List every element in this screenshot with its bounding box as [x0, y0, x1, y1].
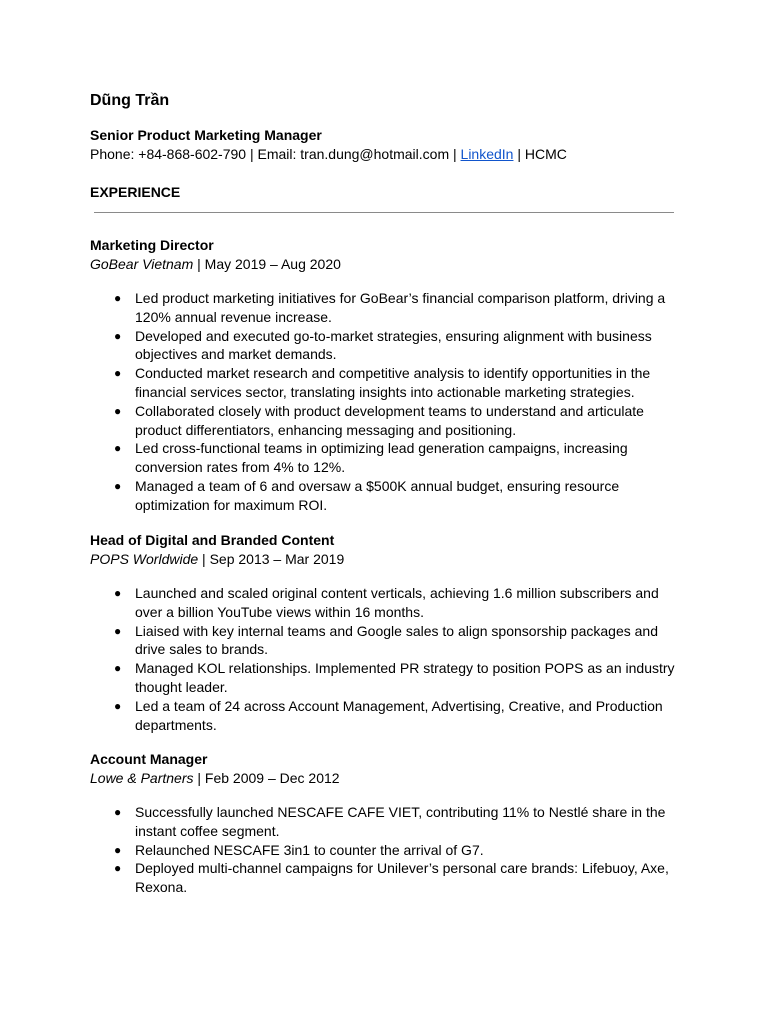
bullet-icon: ● — [114, 842, 122, 857]
bullet-item — [90, 622, 675, 660]
company-name: POPS Worldwide — [90, 551, 199, 567]
section-heading-experience: EXPERIENCE — [90, 184, 181, 200]
bullet-text: Led product marketing initiatives for GoBear’s financial comparison platform, driving a 120% annual revenue increase. — [135, 290, 666, 325]
company-name: Lowe & Partners — [90, 770, 194, 786]
company-name: GoBear Vietnam — [90, 256, 194, 272]
job-title: Account Manager — [90, 751, 208, 767]
bullet-icon: ● — [114, 366, 122, 381]
location-text: | HCMC — [513, 146, 567, 162]
job-dates: | May 2019 – Aug 2020 — [193, 256, 341, 272]
bullet-item — [90, 841, 675, 860]
bullet-icon: ● — [114, 623, 122, 638]
bullet-item — [90, 477, 675, 515]
bullet-text: Led a team of 24 across Account Management, Advertising, Creative, and Production departments. — [135, 697, 663, 733]
bullet-text: Launched and scaled original content verticals, achieving 1.6 million subscribers and over a billion YouTube views within 16 months. — [135, 585, 659, 620]
bullet-item — [90, 803, 675, 841]
bullet-item — [90, 697, 675, 735]
job-meta — [90, 255, 690, 274]
job-meta — [90, 550, 690, 569]
bullet-icon: ● — [114, 586, 122, 600]
bullet-text: Led cross-functional teams in optimizing lead generation campaigns, increasing conversion rates from 4% to 12%. — [135, 440, 628, 476]
bullet-icon: ● — [114, 805, 122, 819]
bullet-text: Relaunched NESCAFE 3in1 to counter the arrival of G7. — [135, 841, 484, 858]
contact-line — [90, 146, 567, 162]
bullet-text: Managed a team of 6 and oversaw a $500K annual budget, ensuring resource optimization for maximum ROI. — [135, 477, 620, 513]
bullet-icon: ● — [114, 478, 122, 493]
phone-email-text: Phone: +84-868-602-790 | Email: tran.dung@hotmail.com | — [90, 146, 461, 162]
job-headline: Senior Product Marketing Manager — [90, 127, 322, 143]
bullet-text: Collaborated closely with product development teams to understand and articulate product differentiators, enhancing messaging and positioning. — [135, 402, 644, 438]
bullet-item — [90, 659, 675, 697]
bullet-icon: ● — [114, 441, 122, 456]
job-title: Marketing Director — [90, 237, 214, 253]
bullet-item — [90, 289, 675, 327]
bullet-item — [90, 402, 675, 440]
bullet-item — [90, 859, 675, 897]
job-entry — [90, 750, 690, 897]
bullet-icon: ● — [114, 291, 122, 305]
bullet-list — [90, 289, 690, 515]
bullet-icon: ● — [114, 861, 122, 876]
job-meta — [90, 769, 690, 788]
job-dates: | Sep 2013 – Mar 2019 — [198, 551, 345, 567]
bullet-item — [90, 439, 675, 477]
bullet-text: Deployed multi-channel campaigns for Unilever’s personal care brands: Lifebuoy, Axe, Rexona. — [135, 860, 669, 896]
bullet-list — [90, 803, 690, 897]
section-divider — [94, 212, 674, 213]
bullet-icon: ● — [114, 698, 122, 713]
bullet-text: Managed KOL relationships. Implemented PR strategy to position POPS as an industry thought leader. — [135, 660, 675, 695]
bullet-text: Conducted market research and competitive analysis to identify opportunities in the financial services sector, translating insights into actionable marketing strategies. — [135, 365, 651, 400]
bullet-text: Successfully launched NESCAFE CAFE VIET, contributing 11% to Nestlé share in the instant coffee segment. — [135, 804, 666, 839]
job-entry — [90, 236, 690, 515]
bullet-text: Liaised with key internal teams and Google sales to align sponsorship packages and drive sales to brands. — [135, 622, 658, 658]
bullet-text: Developed and executed go-to-market strategies, ensuring alignment with business objectives and market demands. — [135, 327, 652, 363]
bullet-item — [90, 584, 675, 622]
bullet-icon: ● — [114, 328, 122, 343]
bullet-icon: ● — [114, 661, 122, 676]
bullet-item — [90, 327, 675, 365]
bullet-list — [90, 584, 690, 734]
job-entry — [90, 531, 690, 734]
person-name: Dũng Trần — [90, 92, 170, 109]
bullet-icon: ● — [114, 403, 122, 418]
linkedin-link[interactable]: LinkedIn — [460, 146, 514, 162]
job-title: Head of Digital and Branded Content — [90, 532, 335, 548]
bullet-item — [90, 364, 675, 402]
job-dates: | Feb 2009 – Dec 2012 — [193, 770, 340, 786]
